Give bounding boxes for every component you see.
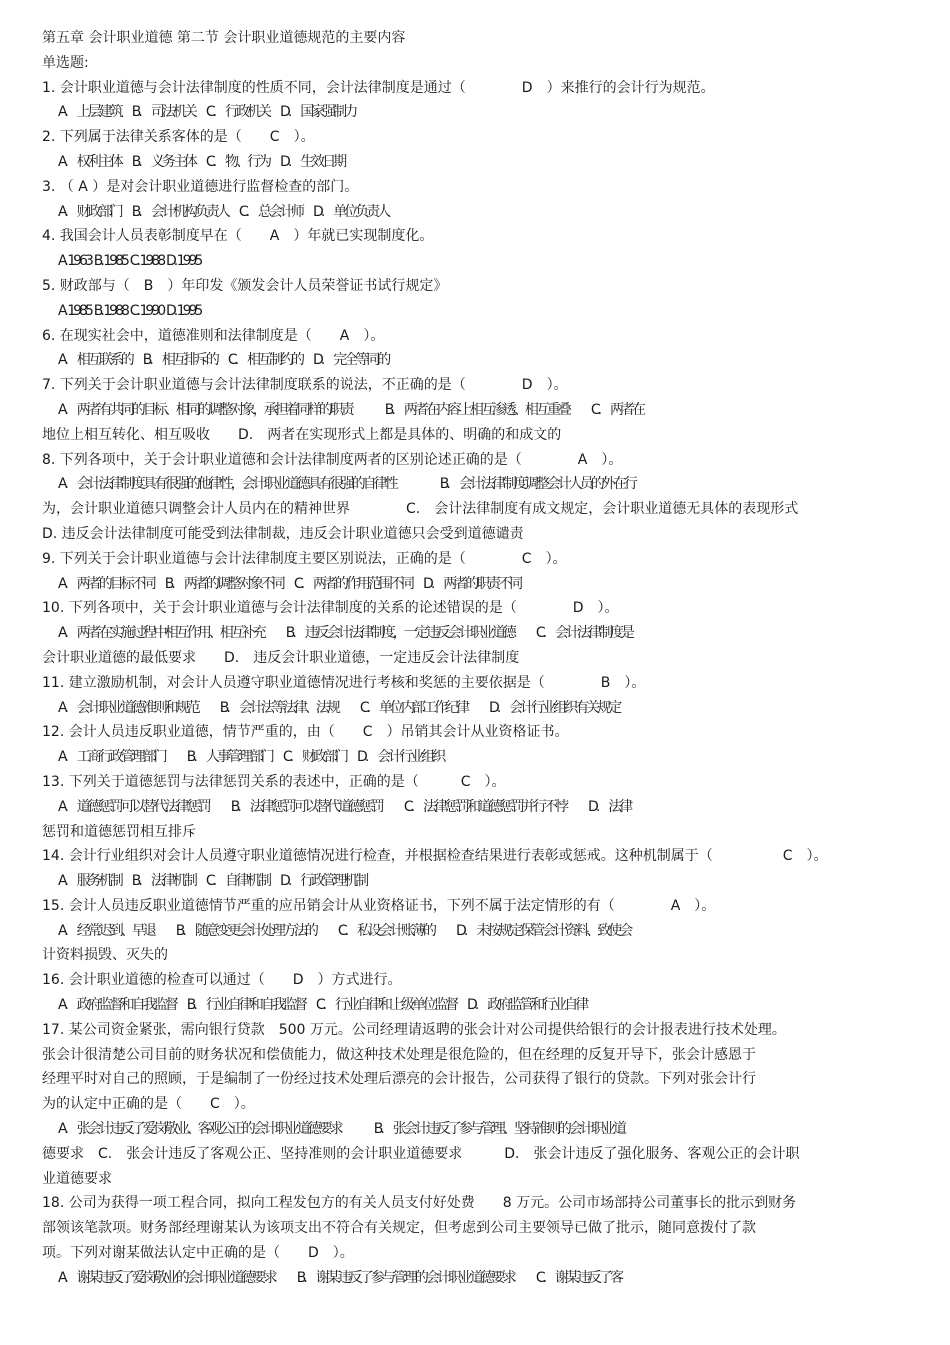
question-text-line: 为的认定中正确的是（ C ）。: [42, 1096, 255, 1113]
question-text-line: 9. 下列关于会计职业道德与会计法律制度主要区别说法，正确的是（ C ）。: [42, 550, 567, 567]
question-text-line: 8. 下列各项中，关于会计职业道德和会计法律制度两者的区别论述正确的是（ A ）。: [42, 451, 623, 468]
question-text-line: 业道德要求: [42, 1170, 112, 1187]
answer-options-line: A. 道德惩罚可以替代法律惩罚 B. 法律惩罚可以替代道德惩罚 C. 法律惩罚和道德惩罚并行不悖 D. 法律: [58, 798, 631, 815]
question-text-line: 地位上相互转化、相互吸收 D. 两者在实现形式上都是具体的、明确的和成文的: [42, 426, 562, 443]
page-title: 第五章 会计职业道德 第二节 会计职业道德规范的主要内容: [42, 30, 406, 46]
answer-options-line: A. 财政部门 B. 会计机构负责人 C. 总会计师 D. 单位负责人: [58, 203, 389, 220]
question-text-line: 5. 财政部与（ B ）年印发《颁发会计人员荣誉证书试行规定》: [42, 277, 448, 294]
document-page: [42, 26, 908, 1291]
answer-options-line: A. 上层建筑 B. 司法机关 C. 行政机关 D. 国家强制力: [58, 104, 356, 121]
answer-options-line: A. 张会计违反了爱岗敬业、客观公正的会计职业道德要求 B. 张会计违反了参与管理、坚持准则的会计职业道: [58, 1121, 624, 1138]
answer-options-line: A. 1985 B. 1988 C. 1990 D. 1995: [58, 302, 201, 319]
question-text-line: 经理平时对自己的照顾，于是编制了一份经过技术处理后漂亮的会计报告，公司获得了银行的贷款。下列对张会计行: [42, 1071, 756, 1088]
question-text-line: 7. 下列关于会计职业道德与会计法律制度联系的说法，不正确的是（ D ）。: [42, 377, 568, 394]
answer-options-line: A. 两者在实施过程中相互作用、相互补充 B. 违反会计法律制度，一定违反会计职业道德 C. 会计法律制度是: [58, 625, 633, 642]
answer-options-line: A. 经常迟到、早退 B. 随意变更会计处理方法的 C. 私设会计账薄的 D. 未按规定保管会计资料、致使会: [58, 922, 631, 939]
question-text-line: 16. 会计职业道德的检查可以通过（ D ）方式进行。: [42, 972, 402, 989]
answer-options-line: A. 服务机制 B. 法律机制 C. 自律机制 D. 行政管理机制: [58, 873, 367, 890]
question-text-line: 部领该笔款项。财务部经理谢某认为该项支出不符合有关规定，但考虑到公司主要领导已做了批示，随同意拨付了款: [42, 1220, 756, 1237]
answer-options-line: A. 工商行政管理部门 B. 人事管理部门 C. 财政部门 D. 会计行业组织: [58, 749, 444, 766]
question-list: [42, 76, 908, 1291]
section-heading: 单选题:: [42, 54, 89, 71]
answer-options-line: A. 1963 B. 1985 C. 1988 D. 1995: [58, 253, 201, 270]
question-text-line: 张会计很清楚公司目前的财务状况和偿债能力，做这种技术处理是很危险的，但在经理的反复开导下，张会计感恩于: [42, 1046, 756, 1063]
question-text-line: 12. 会计人员违反职业道德，情节严重的，由（ C ）吊销其会计从业资格证书。: [42, 724, 569, 741]
question-text-line: 为，会计职业道德只调整会计人员内在的精神世界 C. 会计法律制度有成文规定，会计职业道德无具体的表现形式: [42, 501, 799, 518]
question-text-line: 18. 公司为获得一项工程合同，拟向工程发包方的有关人员支付好处费 8 万元。公司市场部持公司董事长的批示到财务: [42, 1195, 797, 1212]
answer-options-line: A. 政府监督和自我监督 B. 行业自律和自我监督 C. 行业自律和上级单位监督 D. 政府监管和行业自律: [58, 997, 587, 1014]
answer-options-line: A. 会计职业道德准则和规范 B. 会计法等法律、法规 C. 单位内部工作纪律 D. 会计行业组织有关规定: [58, 699, 620, 716]
question-text-line: 13. 下列关于道德惩罚与法律惩罚关系的表述中，正确的是（ C ）。: [42, 773, 506, 790]
question-text-line: D. 违反会计法律制度可能受到法律制裁，违反会计职业道德只会受到道德谴责: [42, 525, 524, 542]
answer-options-line: A. 谢某违反了爱岗敬业的会计职业道德要求 B. 谢某违反了参与管理的会计职业道德要求 C. 谢某违反了客: [58, 1269, 622, 1286]
question-text-line: 15. 会计人员违反职业道德情节严重的应吊销会计从业资格证书，下列不属于法定情形的有（ A ）。: [42, 897, 716, 914]
question-text-line: 1. 会计职业道德与会计法律制度的性质不同，会计法律制度是通过（ D ）来推行的会计行为规范。: [42, 79, 715, 96]
question-text-line: 德要求 C. 张会计违反了客观公正、坚持准则的会计职业道德要求 D. 张会计违反了强化服务、客观公正的会计职: [42, 1145, 800, 1162]
question-text-line: 2. 下列属于法律关系客体的是（ C ）。: [42, 129, 315, 146]
question-text-line: 计资料损毁、灭失的: [42, 947, 168, 964]
question-text-line: 11. 建立激励机制，对会计人员遵守职业道德情况进行考核和奖惩的主要依据是（ B ）。: [42, 674, 646, 691]
answer-options-line: A. 会计法律制度具有很强的他律性，会计职业道德具有很强的自律性 B. 会计法律制度调整会计人员的外在行: [58, 476, 635, 493]
answer-options-line: A. 权利主体 B. 义务主体 C. 物、行为 D. 生效日期: [58, 153, 345, 170]
question-text-line: 17. 某公司资金紧张，需向银行贷款 500 万元。公司经理请返聘的张会计对公司提供给银行的会计报表进行技术处理。: [42, 1021, 786, 1038]
question-text-line: 10. 下列各项中，关于会计职业道德与会计法律制度的关系的论述错误的是（ D ）。: [42, 600, 619, 617]
question-text-line: 3. （ A ）是对会计职业道德进行监督检查的部门。: [42, 178, 359, 195]
question-text-line: 项。下列对谢某做法认定中正确的是（ D ）。: [42, 1245, 354, 1262]
answer-options-line: A. 两者有共同的目标、相同的调整对象，承担着同样的职责 B. 两者在内容上相互渗透、相互重叠 C. 两者在: [58, 401, 644, 418]
question-text-line: 4. 我国会计人员表彰制度早在（ A ）年就已实现制度化。: [42, 228, 434, 245]
question-text-line: 会计职业道德的最低要求 D. 违反会计职业道德，一定违反会计法律制度: [42, 649, 520, 666]
question-text-line: 14. 会计行业组织对会计人员遵守职业道德情况进行检查，并根据检查结果进行表彰或惩戒。这种机制属于（ C ）。: [42, 848, 828, 865]
question-text-line: 6. 在现实社会中，道德准则和法律制度是（ A ）。: [42, 327, 385, 344]
answer-options-line: A. 相互联系的 B. 相互排斥的 C. 相互制约的 D. 完全等同的: [58, 352, 389, 369]
answer-options-line: A. 两者的目标不同 B. 两者的调整对象不同 C. 两者的作用范围不同 D. 两者的职责不同: [58, 575, 521, 592]
question-text-line: 惩罚和道德惩罚相互排斥: [42, 823, 196, 840]
